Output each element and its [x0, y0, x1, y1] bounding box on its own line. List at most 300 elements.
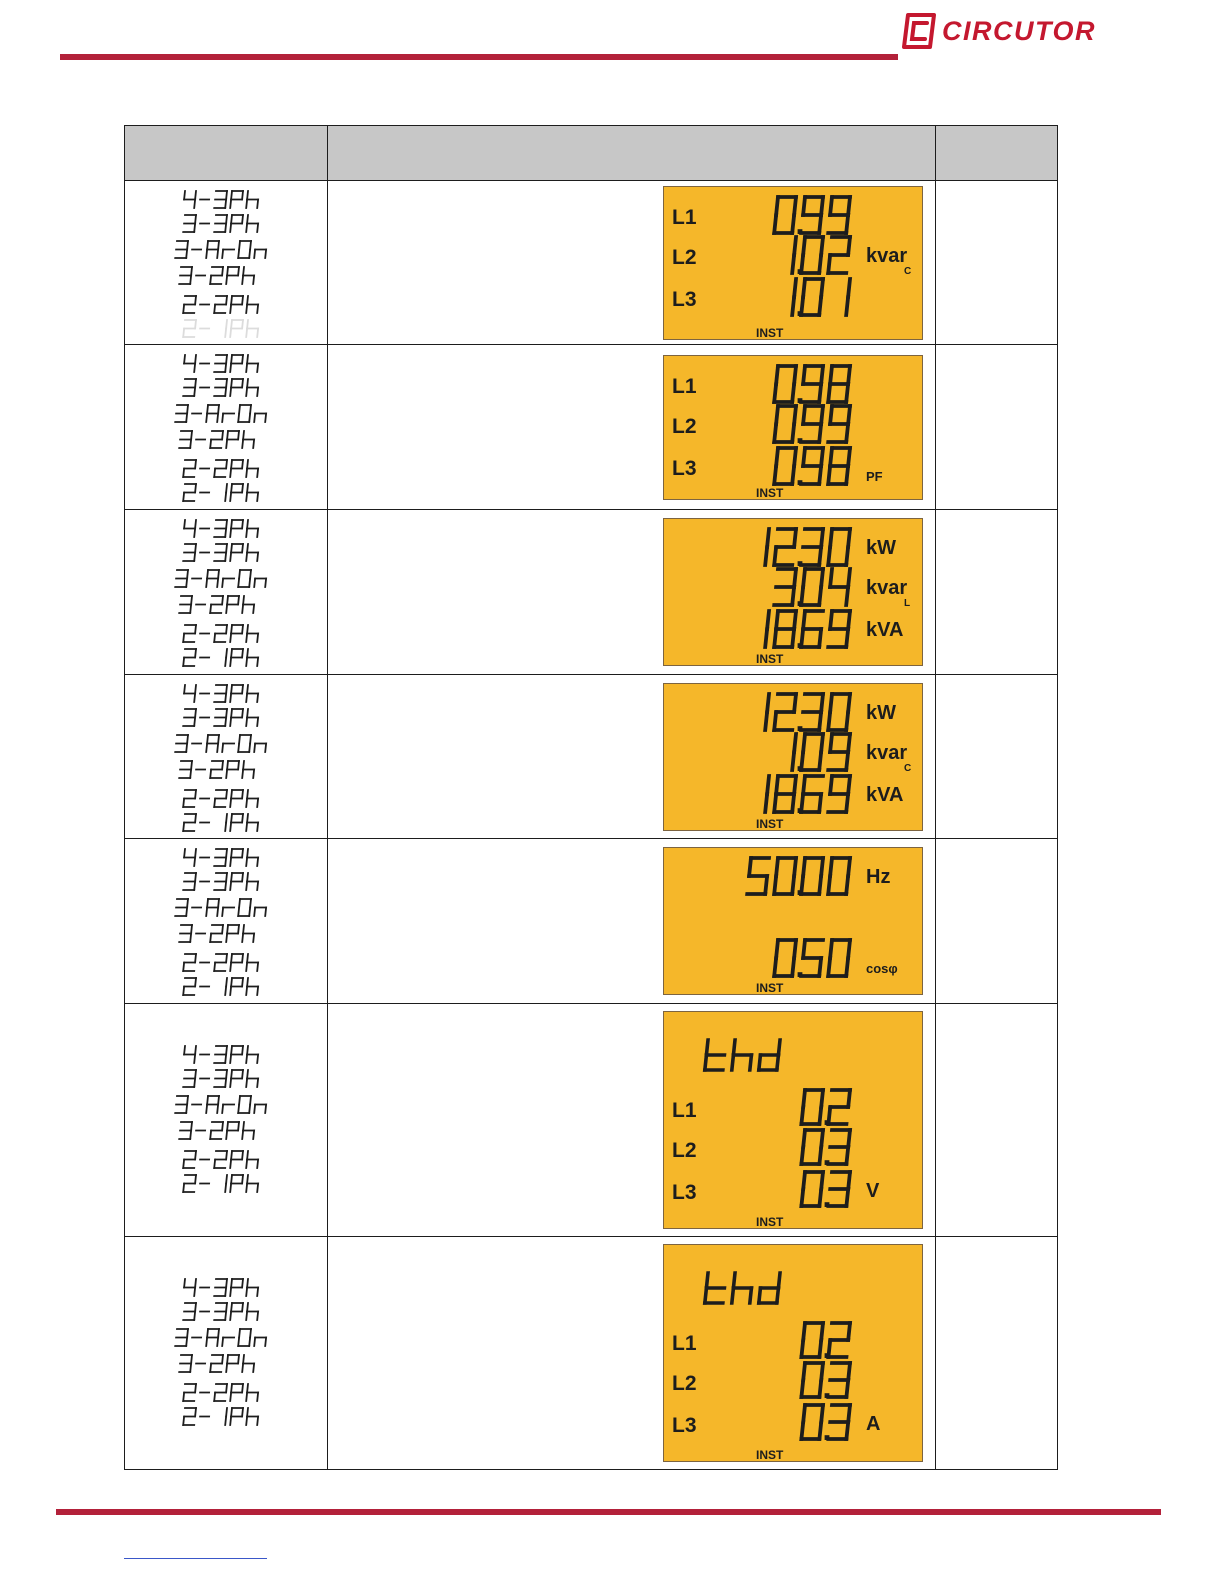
brand-name: CIRCUTOR	[942, 15, 1097, 46]
mode-char	[214, 790, 227, 807]
mode-char	[175, 241, 188, 258]
table-row	[125, 1237, 1058, 1470]
lcd-line-label-l3: L3	[672, 1414, 697, 1437]
mode-char	[242, 761, 255, 778]
mode-option-4-3ph	[183, 849, 259, 866]
mode-char	[230, 1175, 243, 1192]
mode-char	[230, 685, 243, 702]
mode-char	[230, 1070, 243, 1087]
header-cell-display	[328, 126, 936, 181]
mode-option-4-3ph	[183, 685, 259, 702]
mode-option-3-3ph	[183, 215, 259, 232]
mode-char	[225, 649, 227, 666]
segment-digit	[828, 858, 850, 894]
extra-cell	[936, 181, 1058, 345]
mode-option-2-1ph	[183, 649, 259, 666]
header-rule	[60, 54, 898, 60]
segment-digit	[801, 776, 823, 812]
table-row	[125, 181, 1058, 345]
mode-char	[246, 873, 259, 890]
display-cell	[328, 345, 936, 510]
modes-list	[125, 675, 327, 838]
display-cell	[328, 510, 936, 675]
mode-option-3-2ph	[179, 267, 255, 284]
segment-digit	[774, 858, 796, 894]
mode-option-2-2ph	[183, 790, 259, 807]
mode-option-4-3ph	[183, 1279, 259, 1296]
mode-char	[246, 978, 259, 995]
mode-char	[183, 215, 196, 232]
mode-char	[254, 908, 266, 917]
mode-char	[214, 1151, 227, 1168]
mode-char	[225, 1175, 227, 1192]
segment-digit	[828, 1090, 850, 1124]
mode-char	[226, 761, 239, 778]
mode-char	[183, 625, 196, 642]
lcd-value	[774, 197, 850, 234]
lcd-mode-inst: INST	[756, 1448, 784, 1462]
mode-option-3-3ph	[183, 1070, 259, 1087]
circutor-logo-icon	[900, 11, 938, 51]
lcd-mode-inst: INST	[756, 326, 784, 340]
mode-char	[214, 873, 227, 890]
lcd-unit-subscript: L	[904, 598, 911, 609]
mode-char	[230, 460, 243, 477]
mode-char	[183, 954, 196, 971]
mode-char	[183, 320, 196, 337]
mode-char	[238, 405, 251, 422]
mode-char	[210, 596, 223, 613]
mode-char	[238, 899, 251, 916]
mode-option-4-3ph	[183, 520, 259, 537]
mode-char	[210, 267, 223, 284]
segment-digit	[774, 366, 796, 402]
lcd-unit-kvar: kvar	[866, 742, 908, 764]
lcd-unit-hz: Hz	[866, 866, 891, 888]
lcd-value	[801, 1172, 850, 1207]
segment-digit	[801, 940, 823, 976]
lcd-value	[765, 611, 850, 648]
segment-digit	[801, 734, 823, 770]
segment-digit	[801, 406, 823, 442]
modes-cell	[125, 1237, 328, 1470]
modes-cell	[125, 345, 328, 510]
mode-char	[230, 379, 243, 396]
segment-digit	[774, 694, 796, 730]
mode-option-2-2ph	[183, 1384, 259, 1401]
extra-cell	[936, 1004, 1058, 1237]
mode-char	[242, 596, 255, 613]
mode-char	[230, 296, 243, 313]
segment-digit	[828, 694, 850, 730]
display-cell	[328, 181, 936, 345]
lcd-line-label-l3: L3	[672, 288, 697, 311]
mode-option-3-3ph	[183, 709, 259, 726]
segment-digit	[828, 776, 850, 812]
mode-char	[230, 709, 243, 726]
mode-char	[175, 735, 188, 752]
mode-char	[242, 1355, 255, 1372]
modes-cell	[125, 675, 328, 839]
lcd-display	[663, 186, 923, 340]
mode-char	[183, 814, 196, 831]
modes-list	[125, 1237, 327, 1469]
lcd-line-label-l3: L3	[672, 1181, 697, 1204]
mode-char	[183, 355, 196, 372]
mode-char	[246, 849, 259, 866]
mode-char	[206, 570, 219, 587]
mode-char	[226, 925, 239, 942]
mode-char	[214, 1070, 227, 1087]
mode-option-3-aron	[175, 899, 266, 916]
mode-option-3-aron	[175, 570, 266, 587]
lcd-unit-kw: kW	[866, 537, 896, 559]
mode-option-2-1ph	[183, 978, 259, 995]
mode-option-3-2ph	[179, 1122, 255, 1139]
mode-option-3-2ph	[179, 431, 255, 448]
mode-option-3-aron	[175, 1329, 266, 1346]
segment-digit	[846, 279, 850, 315]
mode-char	[179, 431, 192, 448]
mode-char	[183, 849, 196, 866]
mode-char	[230, 649, 243, 666]
table-row	[125, 675, 1058, 839]
mode-option-3-3ph	[183, 1303, 259, 1320]
mode-char	[210, 1355, 223, 1372]
mode-option-3-3ph	[183, 544, 259, 561]
segment-digit	[774, 406, 796, 442]
mode-option-3-2ph	[179, 596, 255, 613]
mode-char	[230, 814, 243, 831]
mode-char	[179, 761, 192, 778]
mode-char	[183, 460, 196, 477]
mode-char	[254, 1105, 266, 1114]
mode-char	[179, 267, 192, 284]
mode-char	[222, 250, 234, 259]
lcd-unit-kw: kW	[866, 702, 896, 724]
lcd-unit-a: A	[866, 1413, 881, 1435]
footer-rule	[56, 1509, 1161, 1515]
modes-list	[125, 345, 327, 509]
mode-char	[214, 1303, 227, 1320]
table-row	[125, 1004, 1058, 1237]
segment-digit	[774, 448, 796, 484]
mode-char	[246, 1384, 259, 1401]
mode-char	[222, 1338, 234, 1347]
segment-digit	[759, 1273, 780, 1303]
mode-char	[246, 320, 259, 337]
mode-option-2-2ph	[183, 1151, 259, 1168]
mode-char	[222, 414, 234, 423]
lcd-display	[663, 1011, 923, 1229]
mode-char	[225, 320, 227, 337]
segment-digit	[801, 279, 823, 315]
lcd-display	[663, 683, 923, 831]
mode-char	[242, 925, 255, 942]
mode-option-2-1ph	[183, 1408, 259, 1425]
mode-char	[246, 520, 259, 537]
lcd-value	[801, 1090, 850, 1125]
segment-digit	[801, 197, 823, 233]
mode-char	[246, 1046, 259, 1063]
mode-char	[206, 405, 219, 422]
mode-char	[210, 925, 223, 942]
mode-char	[246, 215, 259, 232]
lcd-line-label-l2: L2	[672, 415, 697, 438]
mode-char	[183, 484, 196, 501]
mode-char	[254, 744, 266, 753]
mode-char	[183, 1070, 196, 1087]
segment-digit	[792, 279, 796, 315]
mode-char	[183, 685, 196, 702]
extra-cell	[936, 675, 1058, 839]
mode-char	[222, 744, 234, 753]
table-row	[125, 510, 1058, 675]
mode-char	[230, 625, 243, 642]
mode-char	[214, 1046, 227, 1063]
segment-digit	[801, 448, 823, 484]
mode-char	[230, 191, 243, 208]
modes-cell	[125, 839, 328, 1004]
measurement-table	[124, 125, 1058, 1470]
segment-digit	[792, 237, 796, 273]
mode-char	[206, 735, 219, 752]
segment-digit	[774, 776, 796, 812]
mode-char	[226, 596, 239, 613]
header-cell-extra	[936, 126, 1058, 181]
mode-char	[246, 954, 259, 971]
mode-option-2-1ph	[183, 1175, 259, 1192]
segment-digit	[828, 1130, 850, 1164]
display-cell	[328, 839, 936, 1004]
mode-char	[183, 191, 196, 208]
mode-char	[226, 267, 239, 284]
footer-link-line	[124, 1558, 267, 1559]
segment-digit	[828, 529, 850, 565]
segment-digit	[705, 1040, 726, 1070]
mode-char	[183, 1384, 196, 1401]
extra-cell	[936, 839, 1058, 1004]
mode-char	[183, 296, 196, 313]
lcd-line-label-l2: L2	[672, 1372, 697, 1395]
segment-digit	[828, 237, 850, 273]
mode-char	[214, 191, 227, 208]
segment-digit	[732, 1273, 753, 1303]
mode-char	[222, 1105, 234, 1114]
mode-char	[230, 790, 243, 807]
segment-digit	[774, 529, 796, 565]
lcd-mode-inst: INST	[756, 486, 784, 500]
table-row	[125, 345, 1058, 510]
mode-option-2-2ph	[183, 296, 259, 313]
mode-char	[214, 544, 227, 561]
mode-char	[214, 379, 227, 396]
mode-char	[183, 1151, 196, 1168]
mode-char	[214, 355, 227, 372]
mode-char	[242, 1122, 255, 1139]
mode-char	[214, 625, 227, 642]
mode-char	[246, 484, 259, 501]
mode-char	[254, 1338, 266, 1347]
table-header-row	[125, 126, 1058, 181]
mode-char	[179, 1122, 192, 1139]
mode-char	[246, 460, 259, 477]
mode-char	[246, 814, 259, 831]
mode-option-3-2ph	[179, 925, 255, 942]
mode-char	[214, 215, 227, 232]
mode-char	[246, 191, 259, 208]
mode-char	[210, 761, 223, 778]
segment-digit	[828, 406, 850, 442]
lcd-value	[774, 569, 850, 606]
mode-option-3-aron	[175, 241, 266, 258]
mode-char	[246, 685, 259, 702]
mode-char	[214, 849, 227, 866]
mode-option-2-2ph	[183, 954, 259, 971]
lcd-value	[792, 237, 850, 274]
mode-char	[230, 1384, 243, 1401]
mode-char	[246, 296, 259, 313]
mode-char	[230, 978, 243, 995]
mode-char	[230, 1151, 243, 1168]
lcd-unit-cosφ: cosφ	[866, 961, 898, 976]
mode-char	[230, 355, 243, 372]
lcd-value	[792, 279, 850, 316]
lcd-value	[801, 1363, 850, 1398]
mode-char	[246, 379, 259, 396]
mode-option-3-aron	[175, 735, 266, 752]
mode-char	[254, 579, 266, 588]
mode-option-4-3ph	[183, 1046, 259, 1063]
lcd-value	[792, 734, 850, 771]
mode-char	[179, 596, 192, 613]
mode-char	[246, 1303, 259, 1320]
segment-digit	[765, 611, 769, 647]
segment-digit	[828, 1323, 850, 1357]
mode-char	[225, 978, 227, 995]
mode-char	[179, 1355, 192, 1372]
segment-digit	[732, 1040, 753, 1070]
extra-cell	[936, 510, 1058, 675]
mode-char	[246, 1151, 259, 1168]
mode-char	[238, 241, 251, 258]
modes-list	[125, 181, 327, 344]
mode-char	[238, 1096, 251, 1113]
lcd-mode-inst: INST	[756, 817, 784, 831]
lcd-mode-inst: INST	[756, 1215, 784, 1229]
mode-char	[183, 978, 196, 995]
mode-char	[230, 1046, 243, 1063]
mode-option-2-2ph	[183, 625, 259, 642]
mode-char	[210, 431, 223, 448]
mode-char	[246, 544, 259, 561]
extra-cell	[936, 345, 1058, 510]
mode-char	[183, 649, 196, 666]
lcd-value	[801, 1323, 850, 1358]
lcd-line-label-l1: L1	[672, 206, 697, 229]
mode-option-2-1ph	[183, 320, 259, 337]
mode-char	[230, 1408, 243, 1425]
segment-digit	[828, 734, 850, 770]
mode-char	[238, 570, 251, 587]
mode-char	[254, 414, 266, 423]
segment-digit	[801, 694, 823, 730]
segment-digit	[774, 940, 796, 976]
mode-char	[183, 520, 196, 537]
mode-char	[246, 790, 259, 807]
mode-char	[246, 709, 259, 726]
mode-char	[214, 709, 227, 726]
mode-char	[230, 320, 243, 337]
mode-char	[175, 899, 188, 916]
mode-option-3-3ph	[183, 873, 259, 890]
mode-char	[206, 241, 219, 258]
mode-char	[226, 431, 239, 448]
segment-digit	[828, 1172, 850, 1206]
lcd-unit-pf: PF	[866, 469, 883, 484]
display-cell	[328, 1237, 936, 1470]
mode-char	[183, 1046, 196, 1063]
segment-digit	[801, 569, 823, 605]
mode-option-3-aron	[175, 405, 266, 422]
lcd-value	[765, 694, 850, 731]
mode-char	[214, 296, 227, 313]
segment-digit	[792, 734, 796, 770]
lcd-value	[747, 858, 850, 895]
mode-char	[246, 355, 259, 372]
lcd-display	[663, 355, 923, 500]
segment-digit	[828, 197, 850, 233]
mode-char	[230, 1303, 243, 1320]
lcd-value	[774, 448, 850, 485]
lcd-value	[774, 366, 850, 403]
segment-digit	[801, 1090, 823, 1124]
mode-option-4-3ph	[183, 355, 259, 372]
mode-char	[175, 1096, 188, 1113]
mode-char	[246, 1408, 259, 1425]
header-cell-modes	[125, 126, 328, 181]
mode-char	[183, 544, 196, 561]
mode-option-3-aron	[175, 1096, 266, 1113]
segment-digit	[801, 611, 823, 647]
mode-option-3-2ph	[179, 1355, 255, 1372]
mode-char	[246, 625, 259, 642]
mode-char	[214, 520, 227, 537]
mode-char	[226, 1122, 239, 1139]
segment-digit	[801, 858, 823, 894]
mode-char	[230, 484, 243, 501]
segment-digit	[828, 1405, 850, 1439]
segment-digit	[765, 694, 769, 730]
mode-char	[175, 570, 188, 587]
segment-digit	[828, 611, 850, 647]
mode-char	[183, 1303, 196, 1320]
segment-digit	[801, 366, 823, 402]
mode-char	[175, 1329, 188, 1346]
segment-digit	[705, 1273, 726, 1303]
lcd-title-thd	[705, 1040, 780, 1070]
mode-char	[230, 873, 243, 890]
lcd-value	[774, 940, 850, 977]
mode-char	[214, 1279, 227, 1296]
lcd-line-label-l2: L2	[672, 1139, 697, 1162]
lcd-mode-inst: INST	[756, 981, 784, 995]
mode-char	[230, 544, 243, 561]
mode-char	[214, 1384, 227, 1401]
mode-char	[206, 1329, 219, 1346]
mode-char	[206, 1096, 219, 1113]
mode-char	[246, 649, 259, 666]
